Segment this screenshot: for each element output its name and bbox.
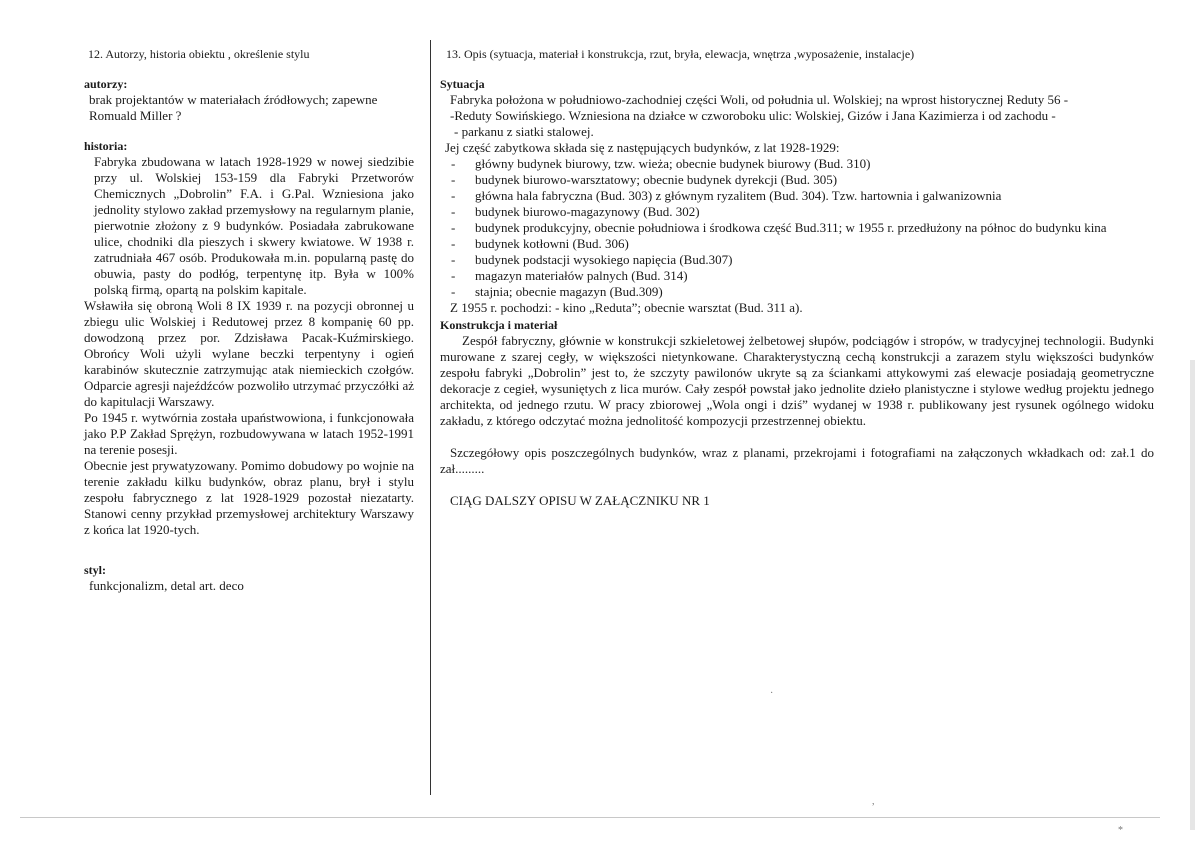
szczegolowy-text: Szczegółowy opis poszczególnych budynków, wraz z planami, przekrojami i fotografiami na załączonych wkładkach od: zał.1 do zał......... (440, 445, 1154, 476)
bottom-rule (20, 817, 1160, 818)
list-item: - główny budynek biurowy, tzw. wieża; obecnie budynek biurowy (Bud. 310) (451, 156, 871, 171)
ciag-text: CIĄG DALSZY OPISU W ZAŁĄCZNIKU NR 1 (450, 493, 710, 508)
column-divider (430, 40, 431, 795)
autorzy-label: autorzy: (84, 77, 128, 91)
konstrukcja-label: Konstrukcja i materiał (440, 318, 558, 332)
list-item: - budynek podstacji wysokiego napięcia (Bud.307) (451, 252, 733, 267)
section-13-header: 13. Opis (sytuacja, materiał i konstrukcja, rzut, bryła, elewacja, wnętrza ,wyposażenie, instalacje) (446, 47, 915, 61)
list-item: - budynek biurowo-warsztatowy; obecnie budynek dyrekcji (Bud. 305) (451, 172, 838, 187)
scan-speck: · (770, 688, 774, 699)
autorzy-text: brak projektantów w materiałach źródłowych; zapewne Romuald Miller ? (89, 92, 378, 123)
styl-label: styl: (84, 563, 106, 577)
historia-paragraph: Po 1945 r. wytwórnia została upaństwowiona, i funkcjonowała jako P.P Zakład Sprężyn, rozbudowywana w latach 1952-1991 na terenie posesji. (84, 410, 414, 457)
list-item: - budynek kotłowni (Bud. 306) (451, 236, 629, 251)
historia-paragraph: Obecnie jest prywatyzowany. Pomimo dobudowy po wojnie na terenie zakładu kilku budynków, obraz planu, brył i stylu zespołu fabrycznego z lat 1928-1929 pozostał niezatarty. Stanowi cenny przykład przemysłowej architektury Warszawy z końca lat 1920-tych. (84, 458, 414, 537)
list-item: - magazyn materiałów palnych (Bud. 314) (451, 268, 688, 283)
list-item: - budynek produkcyjny, obecnie południowa i środkowa część Bud.311; w 1955 r. przedłużony na północ do budynku kina (451, 220, 1107, 235)
historia-paragraph: Wsławiła się obroną Woli 8 IX 1939 r. na pozycji obronnej u zbiegu ulic Wolskiej i Redutowej przez 8 kompanię 60 pp. dowodzoną przez por. Zdzisława Pacak-Kuźmirskiego. Obrońcy Woli użyli wylane beczki terpentyny i ogień karabinów skutecznie zatrzymując atak niemieckich czołgów. Odparcie agresji najeźdźców pozwoliło utrzymać przyczółki aż do kapitulacji Warszawy. (84, 298, 414, 409)
sytuacja-label: Sytuacja (440, 77, 485, 91)
kino-line: Z 1955 r. pochodzi: - kino „Reduta”; obecnie warsztat (Bud. 311 a). (450, 300, 803, 315)
zabytkowa-intro: Jej część zabytkowa składa się z następujących budynków, z lat 1928-1929: (445, 140, 840, 155)
sytuacja-line: - parkanu z siatki stalowej. (454, 124, 594, 139)
historia-paragraph: Fabryka zbudowana w latach 1928-1929 w nowej siedzibie przy ul. Wolskiej 153-159 dla Fabryki Przetworów Chemicznych „Dobrolin” F.A. i G.Pal. Wzniesiona jako jednolity stylowo zakład przemysłowy na regularnym planie, pierwotnie złożony z 9 budynków. Posiadała zabrukowane ulice, chodniki dla pieszych i skwery kwiatowe. W 1938 r. zatrudniała 467 osób. Produkowała m.in. popularną pastę do obuwia, pasty do podłóg, terpentynę itp. Była w 100% polską firmą, opartą na polskim kapitale. (94, 154, 414, 297)
konstrukcja-text: Zespół fabryczny, głównie w konstrukcji szkieletowej żelbetowej słupów, podciągów i stropów, w tradycyjnej technologii. Budynki murowane z szarej cegły, w większości nietynkowane. Charakterystyczną cechą konstrukcji a zarazem stylu większości budynków zespołu fabryki „Dobrolin” jest to, że szczyty pawilonów ukryte są za ściankami attykowymi zaś elewacje posiadają geometryczne dekoracje z cegieł, wysuniętych z lica murów. Cały zespół powstał jako jednolite dzieło planistyczne i stylowe według projektu jednego architekta, od jednego rzutu. W pracy zbiorowej „Wola ongi i dziś” wydanej w 1938 r. publikowany jest rysunek ogólnego widoku zakładu, z którego odczytać można jednolitość kompozycji przestrzennej obiektu. (440, 333, 1154, 428)
scan-speck: , (872, 796, 875, 807)
left-column (84, 46, 414, 594)
section-12-header: 12. Autorzy, historia obiektu , określenie stylu (88, 47, 310, 61)
scan-edge (1190, 360, 1195, 830)
styl-text: funkcjonalizm, detal art. deco (89, 578, 244, 593)
buildings-list (440, 156, 1154, 300)
sytuacja-line: -Reduty Sowińskiego. Wzniesiona na działce w czworoboku ulic: Wolskiej, Gizów i Jana Kazimierza i od zachodu - (450, 108, 1056, 123)
right-column (440, 46, 1154, 509)
list-item: - główna hala fabryczna (Bud. 303) z głównym ryzalitem (Bud. 304). Tzw. hartownia i galwanizownia (451, 188, 1002, 203)
list-item: - stajnia; obecnie magazyn (Bud.309) (451, 284, 663, 299)
sytuacja-line: Fabryka położona w południowo-zachodniej części Woli, od południa ul. Wolskiej; na wprost historycznej Reduty 56 - (450, 92, 1069, 107)
scan-speck: * (1118, 825, 1123, 836)
list-item: - budynek biurowo-magazynowy (Bud. 302) (451, 204, 700, 219)
historia-text (84, 154, 414, 538)
historia-label: historia: (84, 139, 128, 153)
